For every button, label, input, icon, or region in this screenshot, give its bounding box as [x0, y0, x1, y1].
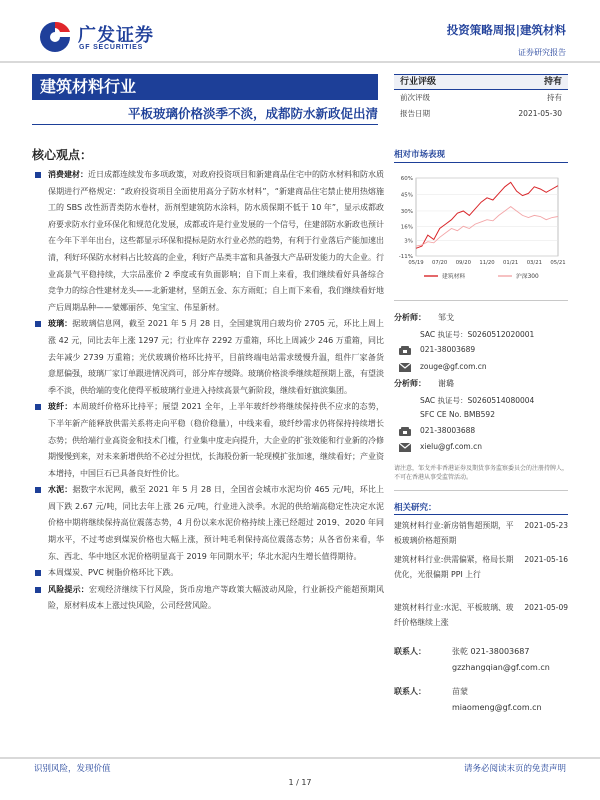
chart-x-tick-label: 03/21 [526, 260, 542, 266]
contact-card-2 [394, 686, 568, 720]
paragraph-text: 据玻璃信息网，截至 2021 年 5 月 28 日，全国建筑用白玻均价 2705 元，环比上周上涨 42 元，同比去年上涨 1297 元；行业库存 2292 万重箱，环比上周减少 246 万重箱，同比去年减少 2739 万重箱；光伏玻璃价格环比持平，目前终端电站需求缓慢升温，组件厂家备货意愿偏强，玻璃厂家订单跟进情况尚可，部分库存缓降。玻璃价格淡季继续超预期上涨，有望淡季不淡，供给端的变化使得平板玻璃行业进入持续高景气新阶段，继续看好旗滨集团。 [48, 319, 384, 395]
gf-logo [38, 20, 168, 54]
footer-disclaimer-note: 请务必阅读末页的免责声明 [463, 764, 566, 774]
report-type: 投资策略周报|建筑材料 [446, 23, 566, 37]
report-header [447, 22, 566, 58]
analyst-disclaimer: 请注意，邹戈并非香港证券及期货事务监察委员会的注册持牌人，不可在香港从事受监管活动。 [394, 465, 569, 481]
report-date-label: 报告日期 [400, 109, 430, 118]
bullet-icon [35, 321, 41, 327]
paragraph-lead: 水泥： [48, 485, 73, 495]
contact-email[interactable]: miaomeng@gf.com.cn [452, 703, 542, 712]
paragraph-fiberglass [32, 399, 384, 482]
analyst-label: 分析师： [394, 379, 426, 388]
related-report-date: 2021-05-23 [524, 521, 568, 530]
bullet-icon [35, 587, 41, 593]
headline-divider [32, 124, 378, 125]
relative-performance-chart [394, 170, 568, 288]
footer-slogan: 识别风险，发现价值 [34, 764, 111, 774]
related-heading-divider [394, 514, 568, 515]
chart-x-tick-label: 05/21 [550, 260, 566, 266]
analyst-name: 谢璐 [438, 379, 454, 388]
analyst-name: 邹戈 [438, 313, 454, 322]
paragraph-text: 近日成都连续发布多项政策，对政府投资项目和新建商品住宅中的防水材料和防水质保期进行严格规定：“政府投资项目全面使用高分子防水材料”，“新建商品住宅禁止使用热熔施工的 SBS 改性沥青类防水卷材，沥剂型建筑防水涂料，防水质保期不低于 10 年”，显示成都政府要求防水行业环保化和规范化发展，成都或许是行业发展的一个信号，住建部防水新政也预计在今年下半年出台，这些都显示环保和提标是防水行业必然的趋势，有利于行业落后产能加速出清，利好环保防水材料占比较高的企业，利好产品类丰富和具备强大产品研发能力的大企业。行业高景气平稳持续，大宗品涨价 2 季度或有负面影响；自下而上来看，我们继续看好具备综合竞争力的综合性建材龙头——北新建材，坚朗五金、东方雨虹；自上而下来看，我们继续看好地产后周期品种——蒙娜丽莎、兔宝宝、伟星新材。 [48, 170, 384, 312]
analyst-phone: 021-38003689 [420, 345, 476, 354]
paragraph-text: 本周玻纤价格环比持平；展望 2021 全年，上半年玻纤纱将继续保持供不应求的态势，下半年新产能释放供需关系将走向平稳（稳价稳量），中线来看，玻纤纱需求仍将保持持续增长态势；供给端行业高资金和技术门槛，行业集中度走向提升，大企业的扩张效能和行业新的冷修期慢慢到来，对未来新增供给不必过分担忧，长海股份新一轮现模扩张加速，继续看好；产业资本增持，中国巨石已具备良好性价比。 [48, 402, 385, 478]
chart-legend-label: 建筑材料 [442, 274, 466, 280]
report-date-row [394, 106, 568, 122]
chart-x-tick-label: 11/20 [479, 260, 495, 266]
previous-rating-label: 前次评级 [400, 93, 430, 102]
report-date-value: 2021-05-30 [518, 109, 562, 118]
related-report-2[interactable] [394, 552, 568, 597]
main-body [32, 167, 384, 615]
bullet-icon [35, 404, 41, 410]
chart-x-tick-label: 09/20 [455, 260, 471, 266]
chart-heading-divider [394, 162, 568, 163]
rating-box [394, 74, 568, 122]
chart-x-tick-label: 01/21 [503, 260, 519, 266]
paragraph-cement [32, 482, 384, 565]
chart-bottom-divider [394, 300, 568, 301]
related-report-date: 2021-05-16 [524, 555, 568, 564]
footer-divider [0, 757, 600, 759]
page-number: 1 / 17 [288, 778, 312, 787]
paragraph-text: 据数字水泥网，截至 2021 年 5 月 28 日，全国省会城市水泥均价 465 元/吨，环比上周下跌 2.67 元/吨，同比去年上涨 26 元/吨，行业进入淡季。水泥的供给端高稳定性决定水泥价格中期将继续保持高位震荡态势，4 月份以来水泥价格持续上涨已经超过 2019、2020 年同期水平，不过考虑到煤炭价格也大幅上涨，预计吨毛利保持高位震荡态势；从各省份来看，华东、西北、华中地区水泥价格明显高于 2019 年同期水平；华北水泥内生增长值得期待。 [48, 485, 385, 561]
rating-label: 行业评级 [400, 77, 437, 87]
analyst-card-1 [394, 312, 568, 372]
contact-name-phone: 张乾 021-38003687 [452, 647, 530, 656]
paragraph-consumer-materials [32, 167, 384, 316]
industry-title: 建筑材料行业 [32, 74, 378, 100]
email-icon [398, 442, 412, 453]
core-views-heading: 核心观点： [32, 148, 93, 162]
analyst-email[interactable]: xielu@gf.com.cn [420, 442, 482, 451]
chart-heading: 相对市场表现 [394, 150, 446, 160]
gf-logo-icon [38, 20, 72, 54]
analyst-sfc: SFC CE No. BMB592 [420, 410, 495, 419]
chart-y-tick-label: 16% [400, 224, 413, 231]
paragraph-risk [32, 582, 384, 615]
analyst-card-2 [394, 378, 568, 458]
chart-plot-area [416, 178, 558, 256]
analyst-phone: 021-38003688 [420, 426, 476, 435]
related-report-title: 建筑材料行业:新房销售超预期，平板玻璃价格超预期 [394, 521, 514, 545]
contact-card-1 [394, 646, 568, 680]
paragraph-text: 宏观经济继续下行风险，货币房地产等政策大幅波动风险，行业新投产能超预期风险，原材料成本上涨过快风险，公司经营风险。 [48, 584, 384, 611]
paragraph-lead: 玻璃： [48, 319, 73, 329]
report-subtitle: 证券研究报告 [518, 48, 566, 57]
related-report-3[interactable] [394, 600, 568, 630]
brand-name-cn: 广发证券 [78, 25, 154, 46]
chart-y-tick-label: -11% [398, 254, 413, 260]
contact-label: 联系人： [394, 687, 426, 696]
contact-email[interactable]: gzzhangqian@gf.com.cn [452, 663, 550, 672]
chart-y-tick-label: 3% [404, 238, 413, 245]
analyst-sac: SAC 执证号：S0260512020001 [420, 330, 535, 339]
phone-icon [398, 345, 412, 356]
paragraph-coal-pvc [32, 565, 384, 582]
brand-name-en: GF SECURITIES [79, 44, 144, 51]
analyst-label: 分析师： [394, 313, 426, 322]
analyst-sac: SAC 执证号：S0260514080004 [420, 396, 535, 405]
paragraph-lead: 消费建材： [48, 170, 88, 179]
chart-y-tick-label: 60% [400, 176, 413, 182]
chart-series-line-building-materials [416, 182, 558, 248]
rating-value: 持有 [543, 77, 562, 87]
chart-y-tick-label: 30% [400, 208, 413, 215]
contact-label: 联系人： [394, 647, 426, 656]
email-icon [398, 362, 412, 373]
contact-name: 苗蒙 [452, 687, 468, 696]
related-report-title: 建筑材料行业:水泥、平板玻璃、玻纤价格继续上涨 [394, 603, 514, 627]
related-report-title: 建筑材料行业:供需偏紧，格局长期优化，光很偏期 PPI 上行 [394, 555, 514, 579]
chart-y-tick-label: 45% [400, 192, 413, 199]
paragraph-lead: 玻纤： [48, 402, 73, 412]
paragraph-glass [32, 316, 384, 399]
paragraph-text: 本周煤炭、PVC 树脂价格环比下跌。 [48, 568, 179, 578]
report-headline: 平板玻璃价格淡季不淡，成都防水新政促出清 [127, 106, 378, 121]
disclaimer-divider [394, 490, 568, 491]
bullet-icon [35, 487, 41, 493]
chart-x-tick-label: 05/19 [408, 260, 424, 266]
related-report-1[interactable] [394, 518, 568, 548]
previous-rating-value: 持有 [547, 93, 562, 102]
chart-x-tick-label: 07/20 [432, 260, 448, 266]
bullet-icon [35, 570, 41, 576]
paragraph-lead: 风险提示： [48, 584, 89, 594]
analyst-email[interactable]: zouge@gf.com.cn [420, 362, 487, 371]
header-divider [0, 61, 600, 63]
related-report-date: 2021-05-09 [524, 603, 568, 612]
chart-legend-label: 沪深300 [516, 274, 539, 280]
previous-rating-row [394, 90, 568, 106]
phone-icon [398, 426, 412, 437]
bullet-icon [35, 172, 41, 178]
related-research-heading: 相关研究： [394, 503, 437, 513]
rating-header [394, 74, 568, 90]
